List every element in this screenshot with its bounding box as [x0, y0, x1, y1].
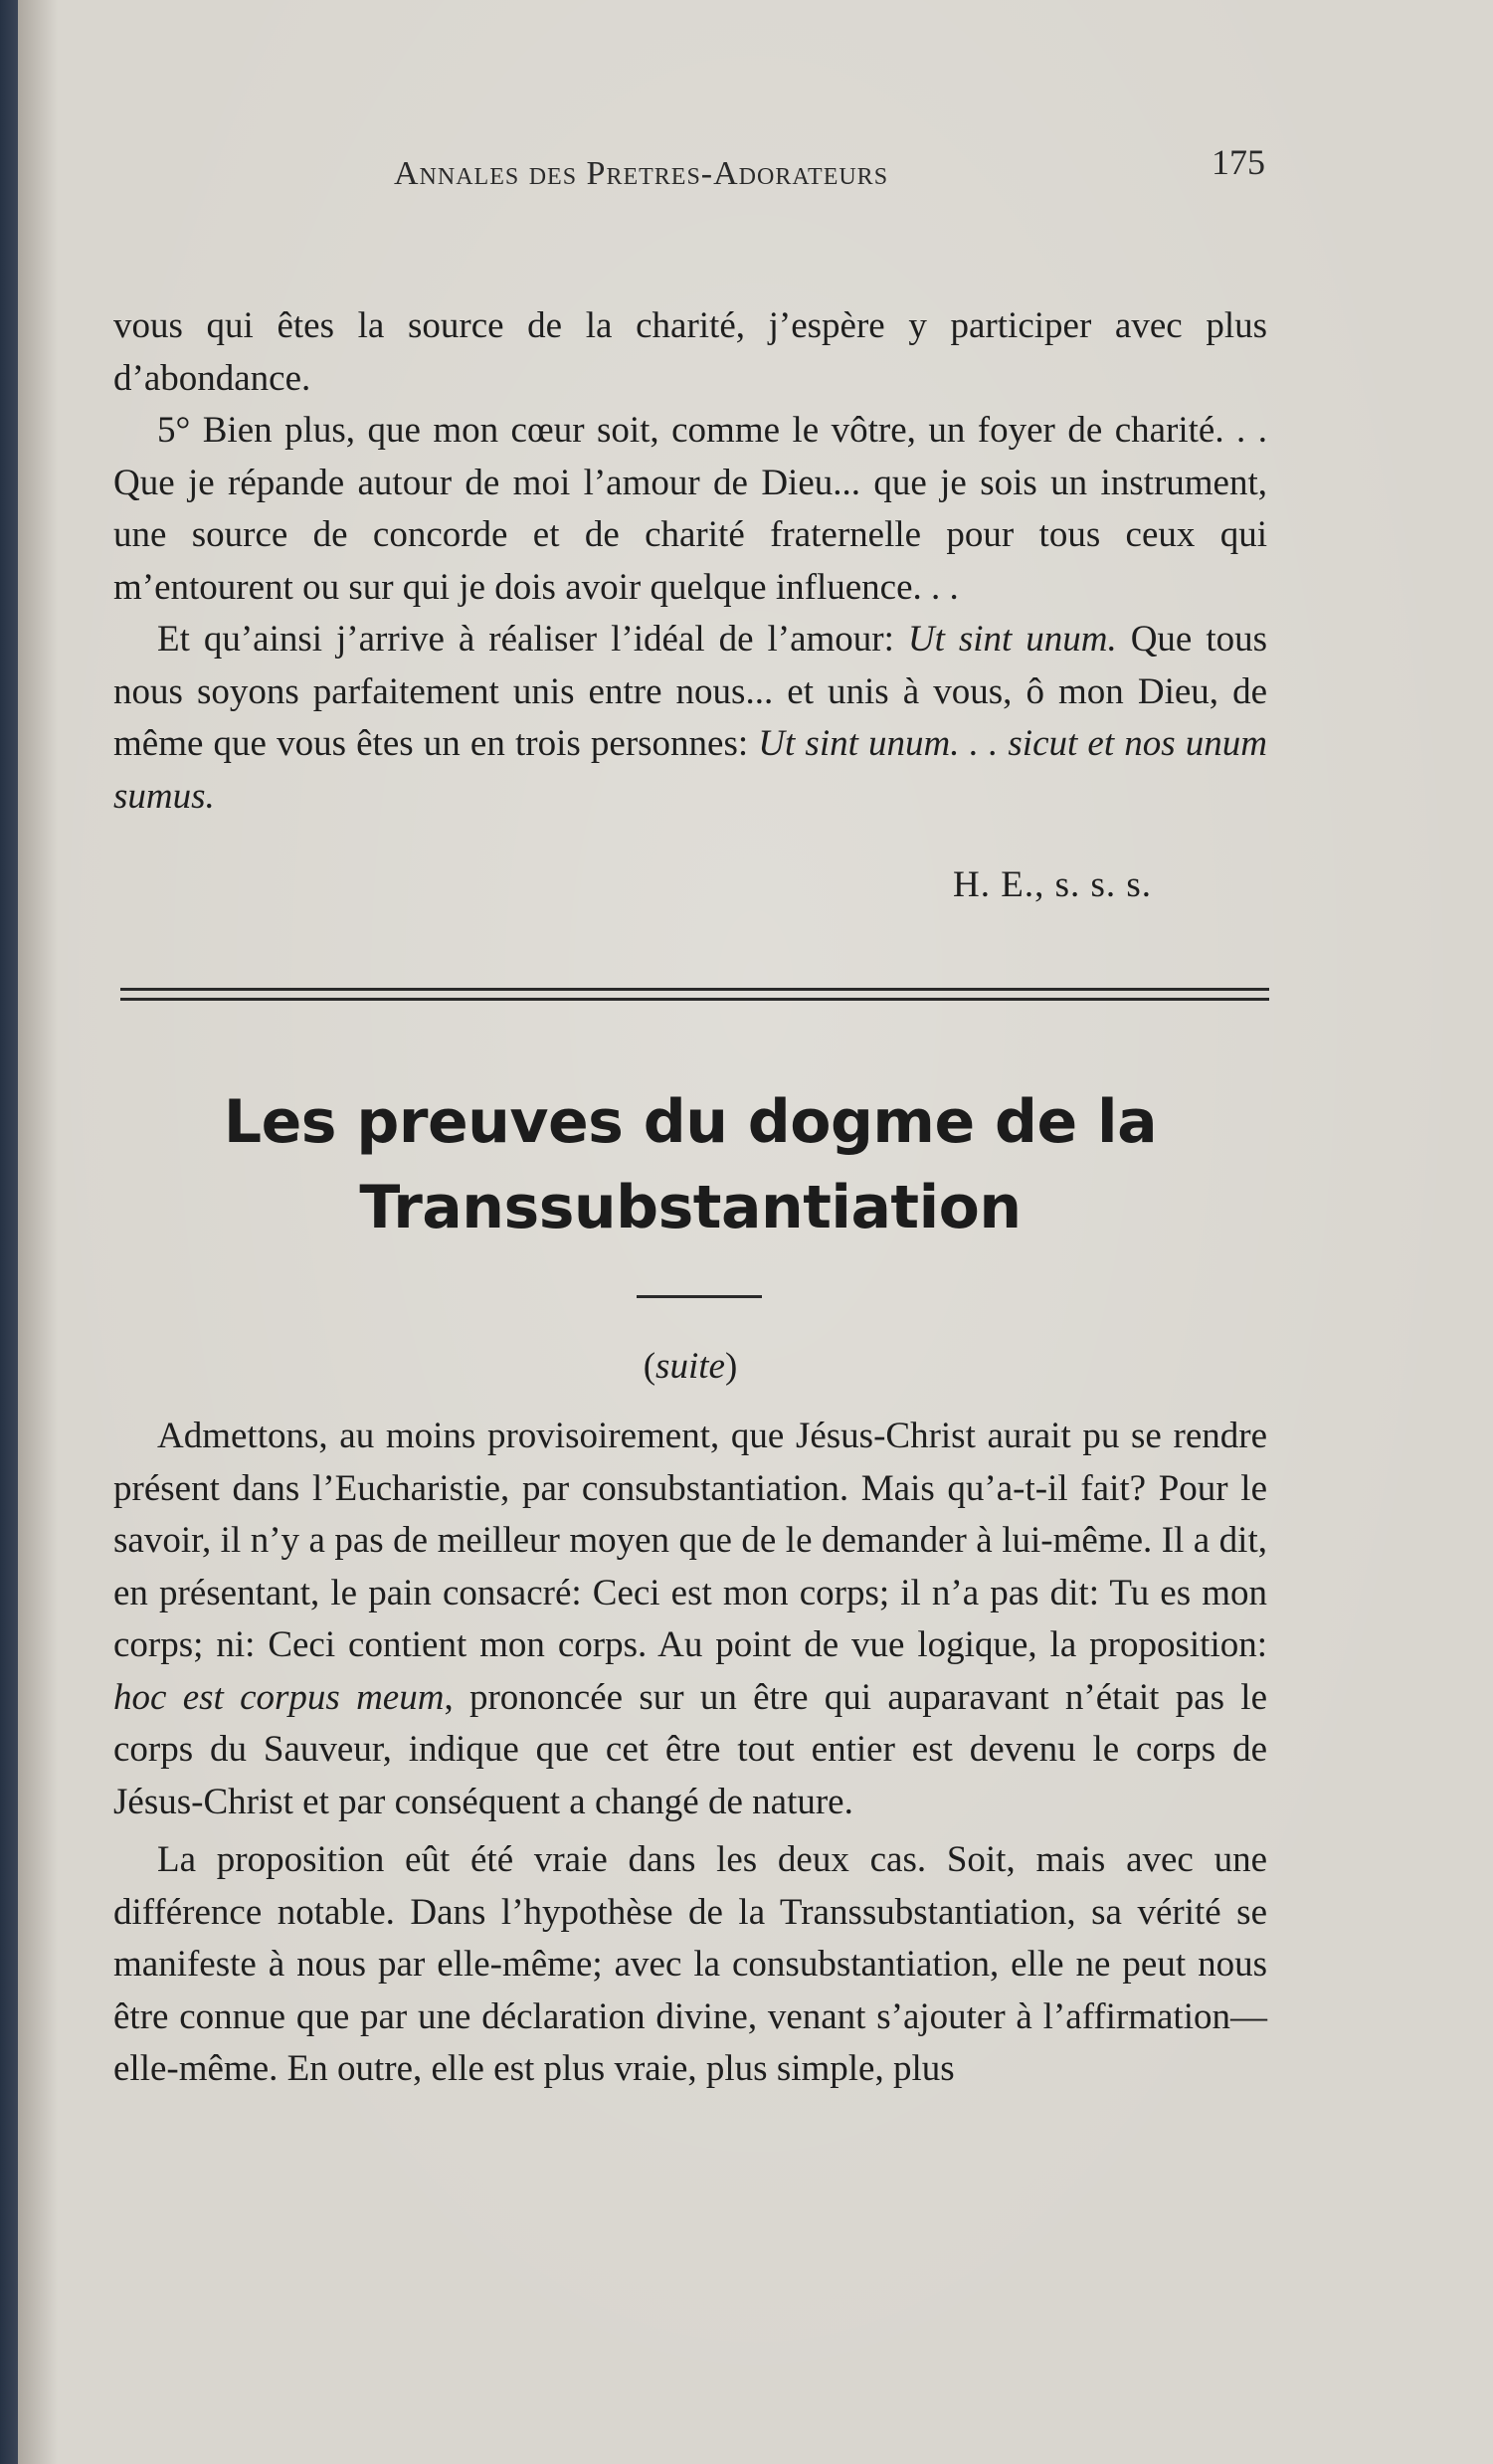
- latin-quote: Ut sint unum.: [907, 619, 1117, 660]
- book-page: [18, 0, 1493, 2464]
- subtitle-paren-open: (: [643, 1346, 656, 1387]
- previous-article-text: [113, 300, 1267, 823]
- text-run: Que tous nous soyons parfaitement unis entre nous... et unis à vous, ô mon Dieu, de même que vous êtes un en trois personnes:: [113, 619, 1267, 764]
- paragraph: 5° Bien plus, que mon cœur soit, comme le vôtre, un foyer de charité. . . Que je répande autour de moi l’amour de Dieu... que je sois un instrument, une source de concorde et de charité fraternelle pour tous ceux qui m’entourent ou sur qui je dois avoir quelque influence. . .: [113, 410, 1267, 608]
- article-title: [113, 1079, 1267, 1250]
- text-run: , prononcée sur un être qui auparavant n’était pas le corps du Sauveur, indique que cet être tout entier est devenu le corps de Jésus-Christ et par conséquent a changé de nature.: [113, 1676, 1268, 1822]
- article-subtitle: [113, 1345, 1267, 1388]
- latin-quote: hoc est corpus meum: [113, 1676, 445, 1718]
- author-signature: H. E., s. s. s.: [953, 864, 1153, 905]
- paragraph: La proposition eût été vraie dans les deux cas. Soit, mais avec une différence notable. Dans l’hypothèse de la Transsubstantiation, sa vérité se manifeste à nous par elle-même; avec la consubstantiation, elle ne peut nous être connue que par une déclaration divine, venant s’ajouter à l’affirmation— elle-même. En outre, elle est plus vraie, plus simple, plus: [113, 1839, 1267, 2089]
- title-underline: [637, 1295, 762, 1298]
- latin-quote: Ut sint unum. . . sicut et nos unum sumus.: [113, 723, 1267, 817]
- subtitle-text: suite: [655, 1346, 725, 1387]
- book-spine-edge: [0, 0, 18, 2464]
- paragraph: vous qui êtes la source de la charité, j’espère y participer avec plus d’abondance.: [113, 305, 1267, 399]
- section-divider-top: [120, 988, 1269, 991]
- subtitle-paren-close: ): [724, 1346, 738, 1387]
- paragraph: [113, 1411, 1267, 1828]
- paragraph: [113, 614, 1267, 823]
- title-line: Transsubstantiation: [359, 1173, 1022, 1242]
- title-line: Les preuves du dogme de la: [223, 1087, 1158, 1157]
- text-run: Et qu’ainsi j’arrive à réaliser l’idéal de l’amour:: [157, 619, 908, 660]
- section-divider-bottom: [120, 998, 1269, 1001]
- article-body: [113, 1411, 1267, 2096]
- page-number: 175: [1212, 142, 1265, 182]
- running-head: Annales des Pretres-Adorateurs: [394, 155, 889, 192]
- text-run: Admettons, au moins provisoirement, que Jésus-Christ aurait pu se rendre présent dans l’Eucharistie, par consubstantiation. Mais qu’a-t-il fait? Pour le savoir, il n’y a pas de meilleur moyen que de le demander à lui-même. Il a dit, en présentant, le pain consacré: Ceci est mon corps; il n’a pas dit: Tu es mon corps; ni: Ceci contient mon corps. Au point de vue logique, la proposition:: [113, 1416, 1267, 1665]
